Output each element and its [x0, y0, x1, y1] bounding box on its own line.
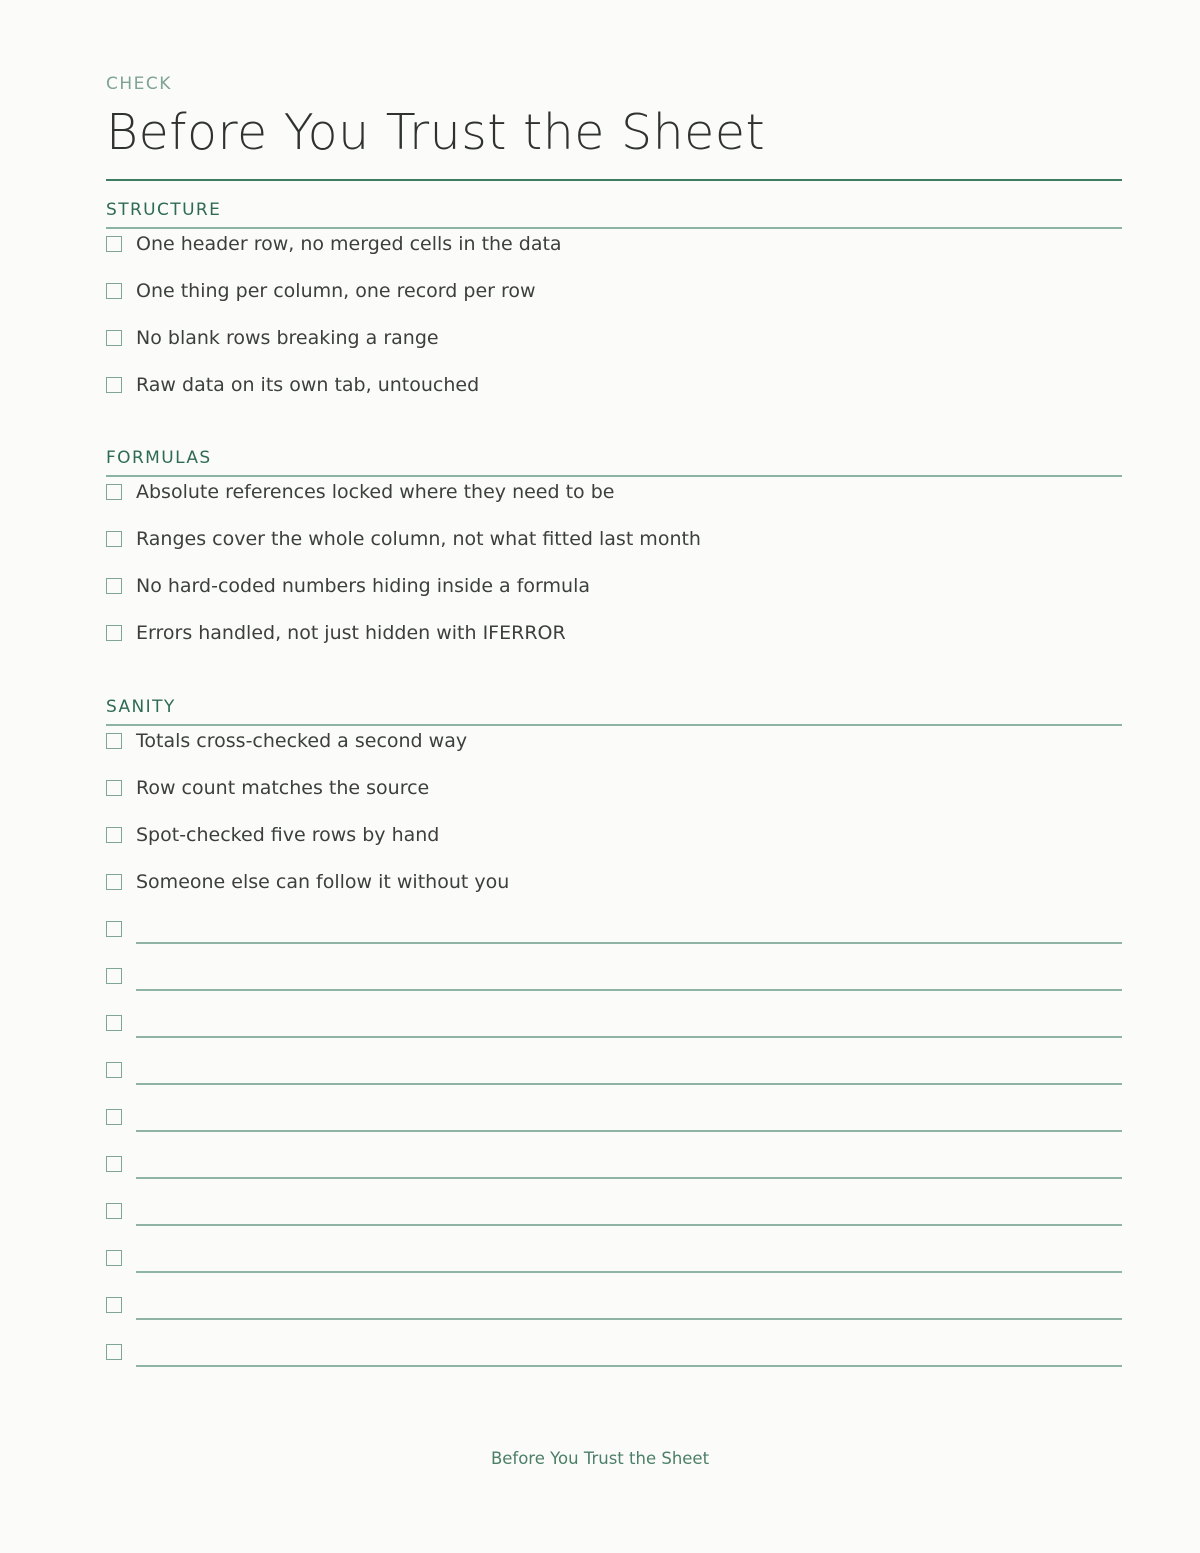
blank-checklist-item: [106, 1009, 1122, 1039]
checklist-page: [106, 0, 1122, 1553]
checklist-item: [106, 277, 1122, 307]
checklist-item-label: Errors handled, not just hidden with IFERROR: [136, 622, 566, 644]
checkbox[interactable]: [106, 531, 122, 547]
checklist-item: [106, 727, 1122, 757]
checkbox[interactable]: [106, 625, 122, 641]
checkbox[interactable]: [106, 578, 122, 594]
write-in-line: [136, 1271, 1122, 1273]
checklist-item: [106, 230, 1122, 260]
write-in-line: [136, 1130, 1122, 1132]
checkbox[interactable]: [106, 1297, 122, 1313]
checkbox[interactable]: [106, 1250, 122, 1266]
section-heading: [106, 199, 1122, 229]
checkbox[interactable]: [106, 1109, 122, 1125]
write-in-line: [136, 1365, 1122, 1367]
section-heading-label: STRUCTURE: [106, 200, 222, 220]
blank-checklist-item: [106, 1291, 1122, 1321]
blank-checklist-item: [106, 1103, 1122, 1133]
checkbox[interactable]: [106, 377, 122, 393]
page-footer: Before You Trust the Sheet: [490, 1449, 710, 1468]
checkbox[interactable]: [106, 1156, 122, 1172]
checklist-item-label: Ranges cover the whole column, not what fitted last month: [136, 528, 701, 550]
write-in-line: [136, 1224, 1122, 1226]
checkbox[interactable]: [106, 827, 122, 843]
checkbox[interactable]: [106, 330, 122, 346]
checkbox[interactable]: [106, 1062, 122, 1078]
write-in-line: [136, 1083, 1122, 1085]
section-heading-label: SANITY: [106, 697, 176, 717]
title-divider: [106, 179, 1122, 181]
checklist-item-label: Spot-checked five rows by hand: [136, 824, 440, 846]
blank-checklist-item: [106, 1150, 1122, 1180]
write-in-line: [136, 989, 1122, 991]
checkbox[interactable]: [106, 968, 122, 984]
section-heading-label: FORMULAS: [106, 448, 212, 468]
checklist-item: [106, 619, 1122, 649]
page-title: Before You Trust the Sheet: [106, 104, 766, 161]
blank-checklist-item: [106, 962, 1122, 992]
checkbox[interactable]: [106, 283, 122, 299]
checkbox[interactable]: [106, 1203, 122, 1219]
blank-checklist-item: [106, 1338, 1122, 1368]
checkbox[interactable]: [106, 733, 122, 749]
checklist-item-label: Totals cross-checked a second way: [136, 730, 468, 752]
checkbox[interactable]: [106, 484, 122, 500]
eyebrow-label: CHECK: [106, 74, 172, 94]
checklist-item: [106, 821, 1122, 851]
write-in-line: [136, 1318, 1122, 1320]
checklist-item: [106, 324, 1122, 354]
checklist-item: [106, 572, 1122, 602]
checklist-item: [106, 525, 1122, 555]
checklist-item-label: Row count matches the source: [136, 777, 430, 799]
checklist-item-label: One header row, no merged cells in the data: [136, 233, 562, 255]
write-in-line: [136, 1177, 1122, 1179]
checkbox[interactable]: [106, 874, 122, 890]
checklist-item-label: Absolute references locked where they need to be: [136, 481, 615, 503]
checklist-item: [106, 774, 1122, 804]
checklist-item-label: No hard-coded numbers hiding inside a formula: [136, 575, 591, 597]
blank-checklist-item: [106, 1197, 1122, 1227]
blank-checklist-item: [106, 1056, 1122, 1086]
checklist-item-label: One thing per column, one record per row: [136, 280, 536, 302]
checkbox[interactable]: [106, 780, 122, 796]
checklist-item-label: Raw data on its own tab, untouched: [136, 374, 480, 396]
blank-checklist-item: [106, 1244, 1122, 1274]
checklist-item-label: No blank rows breaking a range: [136, 327, 439, 349]
write-in-line: [136, 942, 1122, 944]
checklist-item: [106, 868, 1122, 898]
checkbox[interactable]: [106, 236, 122, 252]
checklist-item: [106, 478, 1122, 508]
section-heading: [106, 447, 1122, 477]
section-heading: [106, 696, 1122, 726]
checklist-item: [106, 371, 1122, 401]
blank-checklist-item: [106, 915, 1122, 945]
checklist-item-label: Someone else can follow it without you: [136, 871, 510, 893]
write-in-line: [136, 1036, 1122, 1038]
checkbox[interactable]: [106, 1015, 122, 1031]
checkbox[interactable]: [106, 921, 122, 937]
checkbox[interactable]: [106, 1344, 122, 1360]
